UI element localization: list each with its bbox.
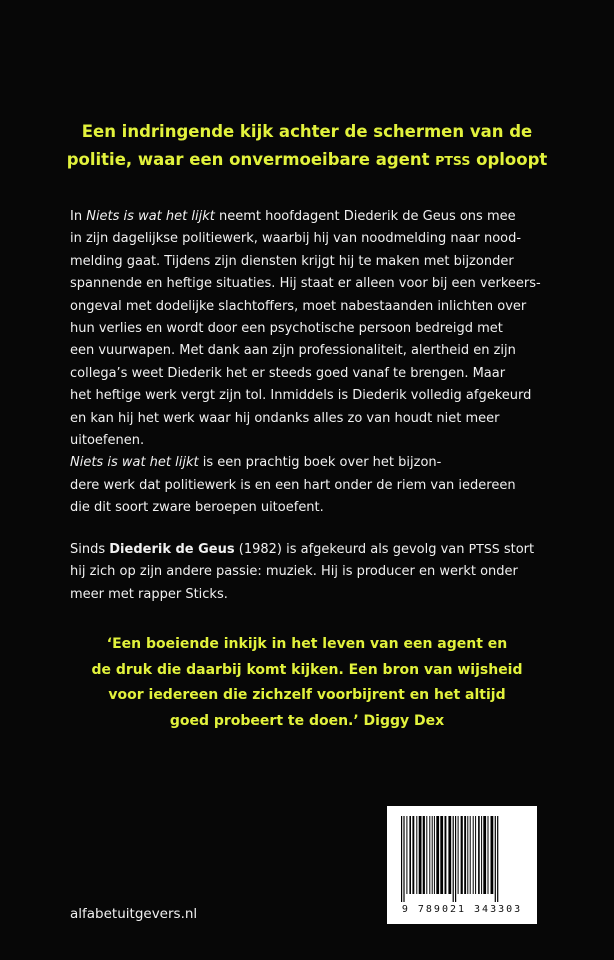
headline xyxy=(0,118,614,175)
barcode-bar xyxy=(464,816,466,894)
bio-line xyxy=(70,538,550,561)
barcode-bar xyxy=(440,816,443,894)
blurb-line: ongeval met dodelijke slachtoffers, moet nabestaanden inlichten over xyxy=(70,298,527,314)
barcode-bar xyxy=(453,816,454,902)
blurb-line: melding gaat. Tijdens zijn diensten krijgt hij te maken met bijzonder xyxy=(70,253,514,269)
blurb-line: in zijn dagelijkse politiewerk, waarbij hij van noodmelding naar nood- xyxy=(70,231,522,247)
blurb-line: hun verlies en wordt door een psychotische persoon bedreigd met xyxy=(70,321,503,337)
barcode-bar xyxy=(455,816,456,902)
barcode-bars xyxy=(399,816,525,902)
quote-line: voor iedereen die zichzelf voorbijrent en het altijd xyxy=(108,687,506,703)
barcode-bar xyxy=(473,816,474,894)
barcode xyxy=(387,806,537,924)
barcode-bar xyxy=(434,816,435,894)
headline-text: Een indringende kijk achter de schermen van de xyxy=(81,122,533,141)
barcode-bar xyxy=(416,816,417,894)
bio-text: Sinds xyxy=(70,542,110,557)
blurb-line: en kan hij het werk waar hij ondanks alles zo van houdt niet meer xyxy=(70,410,500,426)
blurb-line: die dit soort zware beroepen uitoefent. xyxy=(70,500,324,516)
author-name: Diederik de Geus xyxy=(109,542,235,557)
barcode-bar xyxy=(478,816,480,894)
bio-text: stort xyxy=(499,542,535,557)
blurb-line xyxy=(70,452,550,474)
barcode-bar xyxy=(412,816,414,894)
barcode-bar xyxy=(429,816,430,894)
barcode-bar xyxy=(481,816,482,894)
headline-line xyxy=(0,146,614,175)
barcode-bar xyxy=(488,816,489,894)
quote-line: de druk die daarbij komt kijken. Een bron van wijsheid xyxy=(91,661,523,678)
barcode-bar xyxy=(432,816,433,894)
barcode-bar xyxy=(475,816,476,894)
barcode-bar xyxy=(483,816,486,894)
barcode-bar xyxy=(445,816,447,894)
author-bio xyxy=(70,538,550,606)
blurb-line: dere werk dat politiewerk is en een hart onder de riem van iedereen xyxy=(70,477,516,493)
bio-text: (1982) is afgekeurd als gevolg van xyxy=(234,542,469,557)
blurb-text: neemt hoofdagent Diederik de Geus ons mee xyxy=(214,209,516,224)
barcode-bar xyxy=(461,816,463,894)
blurb-line xyxy=(70,206,550,228)
quote-line: ‘Een boeiende inkijk in het leven van een agent en xyxy=(106,636,508,652)
barcode-bar xyxy=(470,816,471,894)
bio-abbreviation: PTSS xyxy=(468,541,500,556)
barcode-bar xyxy=(448,816,451,894)
endorsement-quote xyxy=(0,632,614,734)
barcode-bar xyxy=(403,816,404,902)
blurb-line: spannende en heftige situaties. Hij staat er alleen voor bij een verkeers- xyxy=(70,276,541,292)
headline-text: oploopt xyxy=(470,150,548,169)
blurb-text: In xyxy=(70,209,87,224)
barcode-bar xyxy=(467,816,468,894)
book-title: Niets is wat het lijkt xyxy=(86,209,215,224)
publisher-url: alfabetuitgevers.nl xyxy=(70,906,198,922)
blurb-line: een vuurwapen. Met dank aan zijn professionaliteit, alertheid en zijn xyxy=(70,343,516,359)
quote-line: goed probeert te doen.’ Diggy Dex xyxy=(169,712,445,729)
headline-text: politie, waar een onvermoeibare agent xyxy=(66,150,436,169)
headline-line xyxy=(0,118,614,146)
barcode-bar xyxy=(458,816,459,894)
blurb-paragraph xyxy=(70,206,550,520)
bio-line: meer met rapper Sticks. xyxy=(70,586,228,602)
barcode-bar xyxy=(497,816,498,902)
barcode-bar xyxy=(409,816,411,894)
barcode-bar xyxy=(426,816,427,894)
barcode-bar xyxy=(436,816,439,894)
barcode-bar xyxy=(406,816,407,894)
headline-abbreviation: PTSS xyxy=(435,153,471,168)
barcode-bar xyxy=(419,816,422,894)
barcode-bar xyxy=(495,816,496,902)
barcode-bar xyxy=(491,816,494,894)
blurb-line: collega’s weet Diederik het er steeds goed vanaf te brengen. Maar xyxy=(70,365,506,381)
barcode-bar xyxy=(423,816,425,894)
blurb-text: is een prachtig boek over het bijzon- xyxy=(198,455,442,471)
blurb-line: uitoefenen. xyxy=(70,433,145,449)
blurb-line: het heftige werk vergt zijn tol. Inmiddels is Diederik volledig afgekeurd xyxy=(70,388,532,404)
book-title: Niets is wat het lijkt xyxy=(70,455,199,471)
isbn-number: 9 789021 343303 xyxy=(401,904,523,915)
bio-line: hij zich op zijn andere passie: muziek. Hij is producer en werkt onder xyxy=(70,564,518,580)
barcode-bar xyxy=(401,816,402,902)
